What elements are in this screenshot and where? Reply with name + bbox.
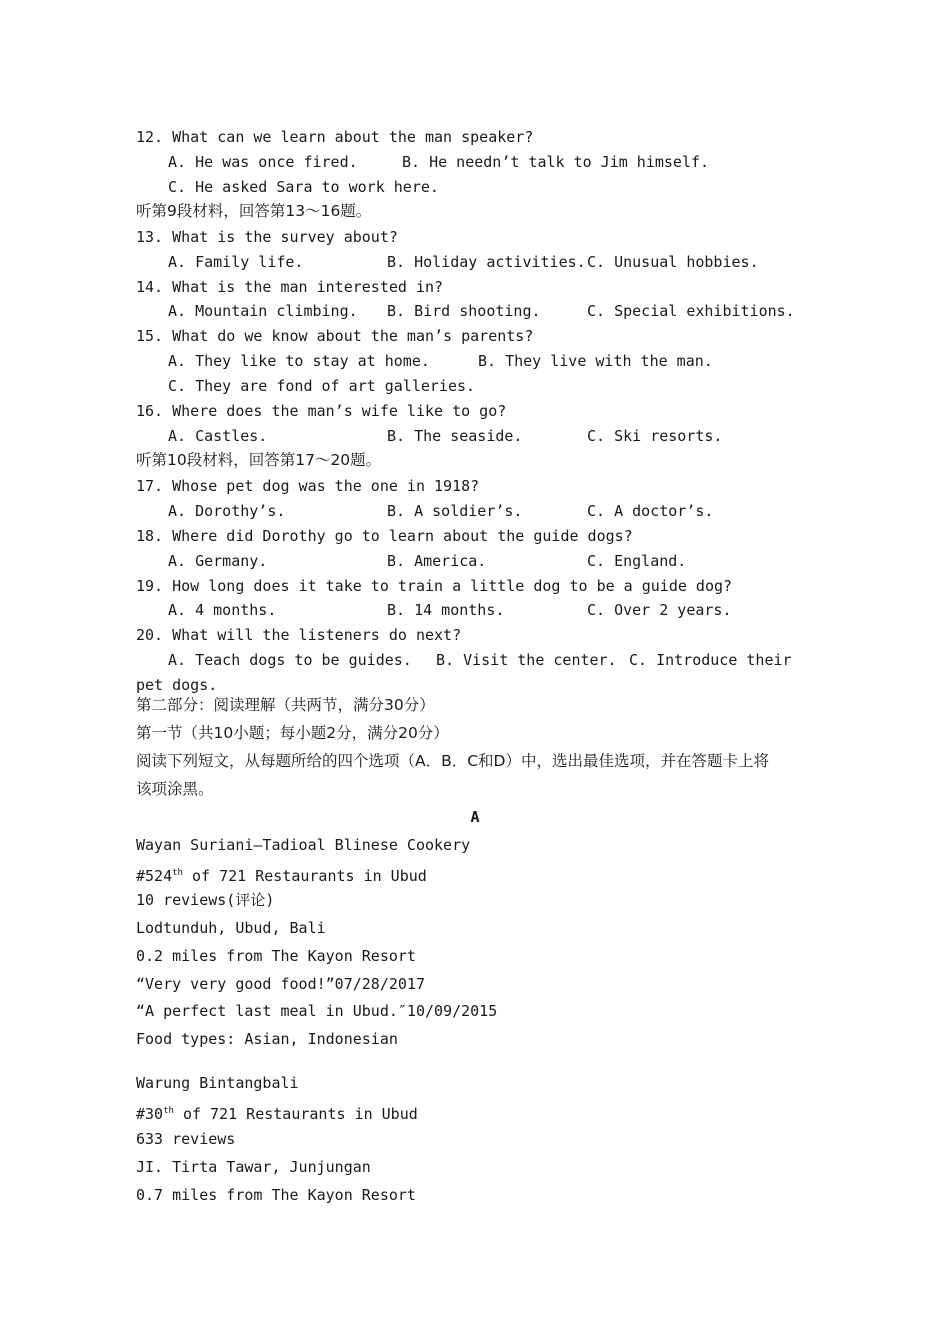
question-19-option-c: C. Over 2 years. <box>587 601 732 619</box>
question-18-stem: 18. Where did Dorothy go to learn about the guide dogs? <box>136 527 633 545</box>
question-12-option-b: B. He needn’t talk to Jim himself. <box>402 153 710 171</box>
restaurant-1-rank-number: #524 <box>136 867 173 885</box>
question-19-stem: 19. How long does it take to train a little dog to be a guide dog? <box>136 577 733 595</box>
restaurant-1-reviews: 10 reviews(评论) <box>136 891 275 909</box>
question-14-stem: 14. What is the man interested in? <box>136 278 444 296</box>
question-14-option-b: B. Bird shooting. <box>387 302 541 320</box>
section-10-heading: 听第10段材料，回答第17～20题。 <box>136 451 382 469</box>
section-9-heading: 听第9段材料，回答第13～16题。 <box>136 202 372 220</box>
restaurant-2-reviews: 633 reviews <box>136 1130 236 1148</box>
question-12-stem: 12. What can we learn about the man speaker? <box>136 128 534 146</box>
question-14-option-a: A. Mountain climbing. <box>168 302 358 320</box>
question-13-option-c: C. Unusual hobbies. <box>587 253 759 271</box>
question-20-stem: 20. What will the listeners do next? <box>136 626 462 644</box>
question-17-stem: 17. Whose pet dog was the one in 1918? <box>136 477 480 495</box>
restaurant-1-review-2: “A perfect last meal in Ubud.″10/09/2015 <box>136 1002 498 1020</box>
restaurant-2-rank <box>136 1102 418 1123</box>
restaurant-1-review-1: “Very very good food!”07/28/2017 <box>136 975 425 993</box>
question-15-option-a: A. They like to stay at home. <box>168 352 430 370</box>
question-15-stem: 15. What do we know about the man’s parents? <box>136 327 534 345</box>
restaurant-2-address: JI. Tirta Tawar, Junjungan <box>136 1158 371 1176</box>
question-17-option-c: C. A doctor’s. <box>587 502 714 520</box>
section-1-heading: 第一节（共10小题；每小题2分，满分20分） <box>136 724 449 742</box>
question-20-option-c-wrap: pet dogs. <box>136 676 218 694</box>
restaurant-2-rank-text: of 721 Restaurants in Ubud <box>173 1105 418 1123</box>
restaurant-2-rank-number: #30 <box>136 1105 164 1123</box>
restaurant-1-address: Lodtunduh, Ubud, Bali <box>136 919 326 937</box>
question-13-option-a: A. Family life. <box>168 253 304 271</box>
restaurant-2-distance: 0.7 miles from The Kayon Resort <box>136 1186 416 1204</box>
restaurant-2-name: Warung Bintangbali <box>136 1074 299 1092</box>
restaurant-1-name: Wayan Suriani—Tadioal Blinese Cookery <box>136 836 471 854</box>
restaurant-1-rank-text: of 721 Restaurants in Ubud <box>182 867 427 885</box>
question-13-stem: 13. What is the survey about? <box>136 228 398 246</box>
restaurant-1-rank <box>136 864 427 885</box>
restaurant-1-distance: 0.2 miles from The Kayon Resort <box>136 947 416 965</box>
question-12-option-a: A. He was once fired. <box>168 153 358 171</box>
question-16-stem: 16. Where does the man’s wife like to go? <box>136 402 507 420</box>
instructions-line-2: 该项涂黑。 <box>136 780 214 798</box>
question-19-option-b: B. 14 months. <box>387 601 505 619</box>
question-18-option-b: B. America. <box>387 552 487 570</box>
restaurant-2-rank-suffix-sup: th <box>163 1106 174 1116</box>
question-15-option-c: C. They are fond of art galleries. <box>168 377 476 395</box>
question-17-option-b: B. A soldier’s. <box>387 502 523 520</box>
question-16-option-c: C. Ski resorts. <box>587 427 723 445</box>
question-14-option-c: C. Special exhibitions. <box>587 302 795 320</box>
question-19-option-a: A. 4 months. <box>168 601 277 619</box>
part-2-heading: 第二部分：阅读理解（共两节，满分30分） <box>136 696 435 714</box>
passage-a-label: A <box>470 808 480 826</box>
question-12-option-c: C. He asked Sara to work here. <box>168 178 439 196</box>
question-17-option-a: A. Dorothy’s. <box>168 502 286 520</box>
question-18-option-a: A. Germany. <box>168 552 268 570</box>
question-20-option-a: A. Teach dogs to be guides. <box>168 651 412 669</box>
question-13-option-b: B. Holiday activities. <box>387 253 586 271</box>
question-20-option-c: C. Introduce their <box>629 651 792 669</box>
restaurant-1-rank-suffix-sup: th <box>172 868 183 878</box>
restaurant-1-food-types: Food types: Asian, Indonesian <box>136 1030 398 1048</box>
question-15-option-b: B. They live with the man. <box>478 352 713 370</box>
question-16-option-a: A. Castles. <box>168 427 268 445</box>
question-20-option-b: B. Visit the center. <box>436 651 617 669</box>
instructions-line-1: 阅读下列短文，从每题所给的四个选项（A．B．C和D）中，选出最佳选项，并在答题卡上将 <box>136 752 769 770</box>
question-18-option-c: C. England. <box>587 552 687 570</box>
question-16-option-b: B. The seaside. <box>387 427 523 445</box>
